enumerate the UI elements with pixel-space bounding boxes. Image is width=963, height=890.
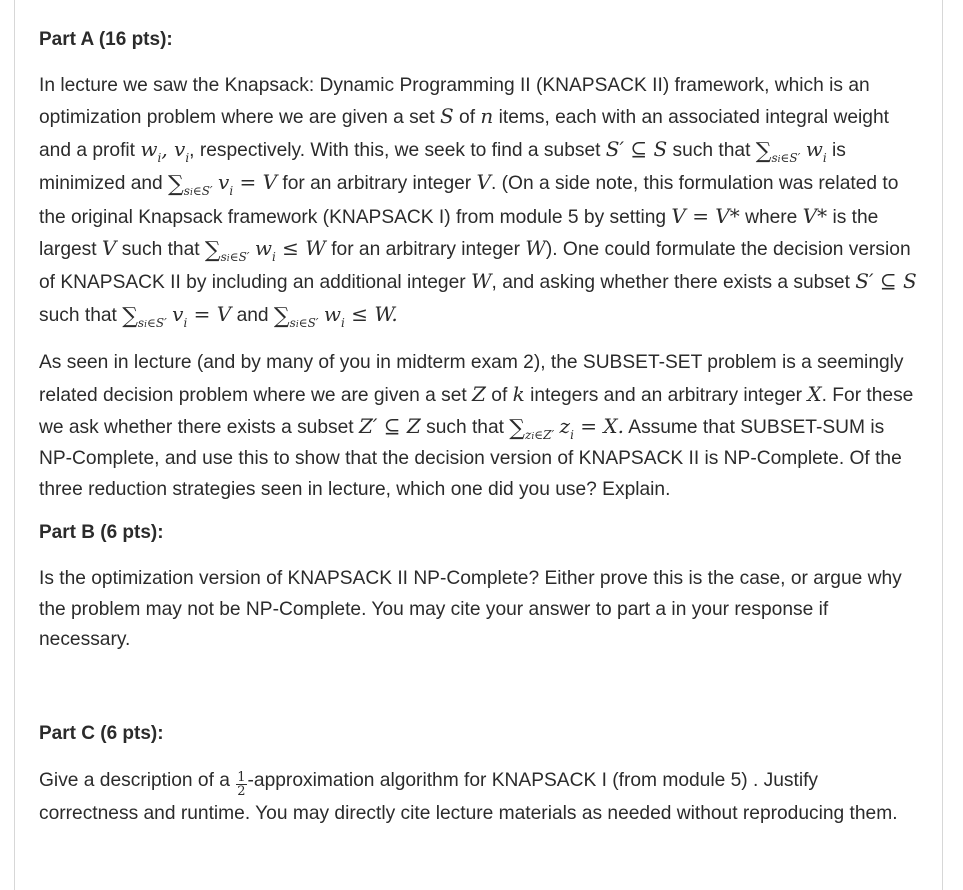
- part-a-paragraph-2: [39, 348, 919, 505]
- text-run: for an arbitrary integer: [277, 173, 477, 195]
- text-run: such that: [39, 304, 123, 326]
- sum-symbol: ∑: [273, 303, 290, 329]
- text-run: . (On a side note, this formulation was related to the original Knapsack framework (KNAPSACK I) from module 5 by setting: [39, 173, 899, 228]
- question-content: [39, 26, 919, 829]
- fraction-one-half: [236, 771, 246, 798]
- math-eq: = V: [233, 170, 278, 195]
- text-run: and: [231, 304, 274, 326]
- math-S: S: [440, 104, 454, 129]
- part-c-heading: Part C (6 pts):: [39, 722, 164, 744]
- part-a-heading: Part A (16 pts):: [39, 29, 173, 50]
- math-sub: i: [341, 315, 345, 330]
- sum-symbol: ∑: [122, 303, 138, 329]
- text-run: items, each with an associated integral weight and a profit: [39, 107, 889, 161]
- math-subset: Z′ ⊆ Z: [358, 414, 421, 439]
- text-run: Give a description of a: [39, 769, 236, 791]
- math-k: k: [512, 381, 525, 406]
- math-sub: ∈S′: [146, 315, 167, 330]
- sum-symbol: ∑: [755, 138, 772, 164]
- sum-subscript: [221, 250, 250, 264]
- math-n: n: [480, 104, 494, 129]
- part-c-text: [39, 765, 919, 829]
- sum-symbol: ∑: [509, 416, 526, 442]
- text-run: such that: [420, 417, 510, 439]
- math-sub: i: [777, 154, 781, 165]
- text-run: , respectively. With this, we seek to find a subset: [189, 139, 606, 161]
- fraction-numerator: 1: [237, 769, 246, 785]
- text-run: . For these we ask whether there exists a subset: [39, 384, 914, 439]
- math-sub: i: [570, 428, 574, 443]
- math-sub: i: [157, 150, 162, 165]
- math-sub: ∈S′: [780, 150, 801, 165]
- text-run: is the largest: [39, 206, 879, 261]
- text-run: such that: [116, 239, 205, 261]
- math-le: ≤ W: [275, 236, 326, 261]
- math-w: w: [805, 136, 823, 161]
- math-sub: i: [144, 319, 147, 330]
- math-V: V: [101, 236, 117, 261]
- part-b-heading: Part B (6 pts):: [39, 522, 164, 544]
- sum-subscript: [290, 316, 319, 330]
- math-sub: s: [289, 315, 296, 330]
- text-run: integers and an arbitrary integer: [524, 384, 808, 406]
- text-run: -approximation algorithm for KNAPSACK I (from module 5) . Justify correctness and runtime. You may directly cite lecture materials as needed without reproducing them.: [39, 769, 898, 824]
- math-sub: i: [226, 254, 230, 265]
- math-sub: s: [220, 250, 227, 265]
- text-run: of: [485, 384, 513, 406]
- math-VV: V = V*: [671, 203, 740, 228]
- text-run: .: [391, 301, 398, 326]
- math-sub: i: [185, 150, 190, 165]
- text-run: for an arbitrary integer: [325, 239, 526, 261]
- sum-subscript: [771, 151, 800, 165]
- fraction-denominator: 2: [237, 783, 246, 799]
- math-subset: S′ ⊆ S: [855, 269, 917, 294]
- math-sub: i: [295, 319, 299, 330]
- text-run: Assume that SUBSET-SUM is NP-Complete, and use this to show that the decision version of KNAPSACK II is NP-Complete. Of the three reduction strategies seen in lecture, which one did you use? Explain.: [39, 417, 902, 500]
- math-sub: s: [771, 150, 778, 165]
- math-sub: z: [525, 428, 532, 443]
- math-sub: i: [822, 150, 827, 165]
- sum-symbol: ∑: [168, 172, 184, 198]
- sum-subscript: [525, 428, 554, 442]
- question-panel: [14, 0, 943, 890]
- math-eq: = V: [187, 301, 232, 326]
- text-run: such that: [667, 139, 756, 161]
- math-w: w: [140, 136, 158, 161]
- math-subset: S′ ⊆ S: [605, 136, 668, 161]
- math-sub: s: [137, 315, 145, 330]
- math-V: V: [476, 170, 491, 195]
- math-sub: ∈S′: [229, 250, 250, 265]
- math-w: w: [254, 236, 272, 261]
- text-run: of: [453, 107, 481, 129]
- text-run: As seen in lecture (and by many of you in midterm exam 2), the SUBSET-SET problem is a seemingly related decision problem where we are given a set: [39, 352, 904, 406]
- math-v: v: [218, 170, 230, 195]
- math-W: W: [470, 269, 492, 294]
- sum-symbol: ∑: [204, 238, 221, 264]
- math-sub: i: [531, 432, 535, 443]
- math-W: W: [525, 236, 546, 261]
- text-run: is minimized and: [39, 139, 846, 195]
- math-sub: i: [183, 315, 188, 330]
- math-z: z: [559, 414, 571, 439]
- math-w: w: [323, 301, 341, 326]
- math-le: ≤ W: [344, 301, 392, 326]
- math-Z: Z: [472, 381, 486, 406]
- part-b-text: Is the optimization version of KNAPSACK II NP-Complete? Either prove this is the case, or argue why the problem may not be NP-Complete. You may cite your answer to part a in your response if necessary.: [39, 568, 902, 651]
- math-eq: = X.: [573, 414, 624, 439]
- math-X: X: [807, 381, 822, 406]
- text-run: In lecture we saw the Knapsack: Dynamic Programming II (KNAPSACK II) framework, which is an optimization problem where we are given a set: [39, 75, 870, 129]
- math-sub: i: [189, 188, 193, 199]
- math-sub: s: [183, 184, 190, 199]
- text-run: where: [739, 206, 803, 228]
- sum-subscript: [138, 316, 167, 330]
- math-v: v: [172, 301, 184, 326]
- text-run: ). One could formulate the decision version of KNAPSACK II by including an additional integer: [39, 239, 911, 294]
- part-a-paragraph-1: [39, 71, 919, 332]
- math-sub: ∈S′: [298, 315, 319, 330]
- math-v: , v: [161, 136, 186, 161]
- text-run: , and asking whether there exists a subset: [491, 272, 856, 294]
- math-sub: ∈S′: [192, 184, 213, 199]
- math-Vstar: V*: [802, 203, 828, 228]
- math-sub: ∈Z′: [534, 428, 555, 443]
- sum-subscript: [184, 184, 213, 198]
- math-sub: i: [271, 250, 276, 265]
- math-sub: i: [229, 184, 234, 199]
